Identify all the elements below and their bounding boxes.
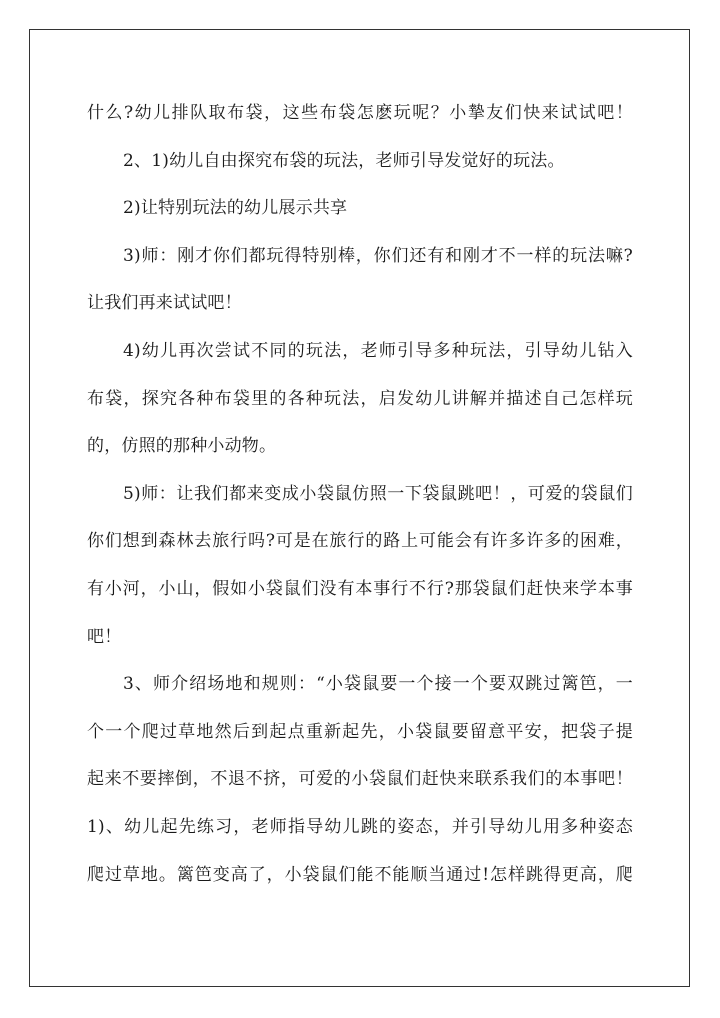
text-line: 吧！	[87, 626, 122, 647]
text-line: 的，仿照的那种小动物。	[87, 436, 277, 457]
text-line: 什么?幼儿排队取布袋，这些布袋怎麽玩呢？小摯友们快来试试吧！	[87, 103, 633, 123]
text-line: 让我们再来试试吧！	[87, 293, 242, 314]
text-line: 有小河，小山，假如小袋鼠们没有本事行不行?那袋鼠们赶快来学本事	[87, 578, 633, 599]
document-body	[87, 90, 633, 899]
text-line: 4)幼儿再次尝试不同的玩法，老师引导多种玩法，引导幼儿钻入	[123, 340, 633, 361]
text-line: 布袋，探究各种布袋里的各种玩法，启发幼儿讲解并描述自己怎样玩	[87, 388, 633, 409]
text-line: 3)师：刚才你们都玩得特别棒，你们还有和刚才不一样的玩法嘛?	[123, 245, 633, 266]
text-line: 2、1)幼儿自由探究布袋的玩法，老师引导发觉好的玩法。	[123, 150, 565, 171]
text-line: 起来不要摔倒，不退不挤，可爱的小袋鼠们赶快来联系我们的本事吧！	[87, 769, 633, 790]
text-line: 3、师介绍场地和规则：“小袋鼠要一个接一个要双跳过篱笆，一	[123, 674, 633, 695]
text-line: 1)、幼儿起先练习，老师指导幼儿跳的姿态，并引导幼儿用多种姿态	[87, 816, 633, 837]
text-line: 你们想到森林去旅行吗?可是在旅行的路上可能会有许多许多的困难，	[87, 531, 633, 552]
text-line: 个一个爬过草地然后到起点重新起先，小袋鼠要留意平安，把袋子提	[87, 721, 633, 742]
text-line: 2)让特别玩法的幼儿展示共享	[123, 198, 348, 219]
text-line: 爬过草地。篱笆变高了，小袋鼠们能不能顺当通过!怎样跳得更高，爬	[87, 864, 633, 885]
text-line: 5)师：让我们都来变成小袋鼠仿照一下袋鼠跳吧！，可爱的袋鼠们	[123, 483, 633, 504]
